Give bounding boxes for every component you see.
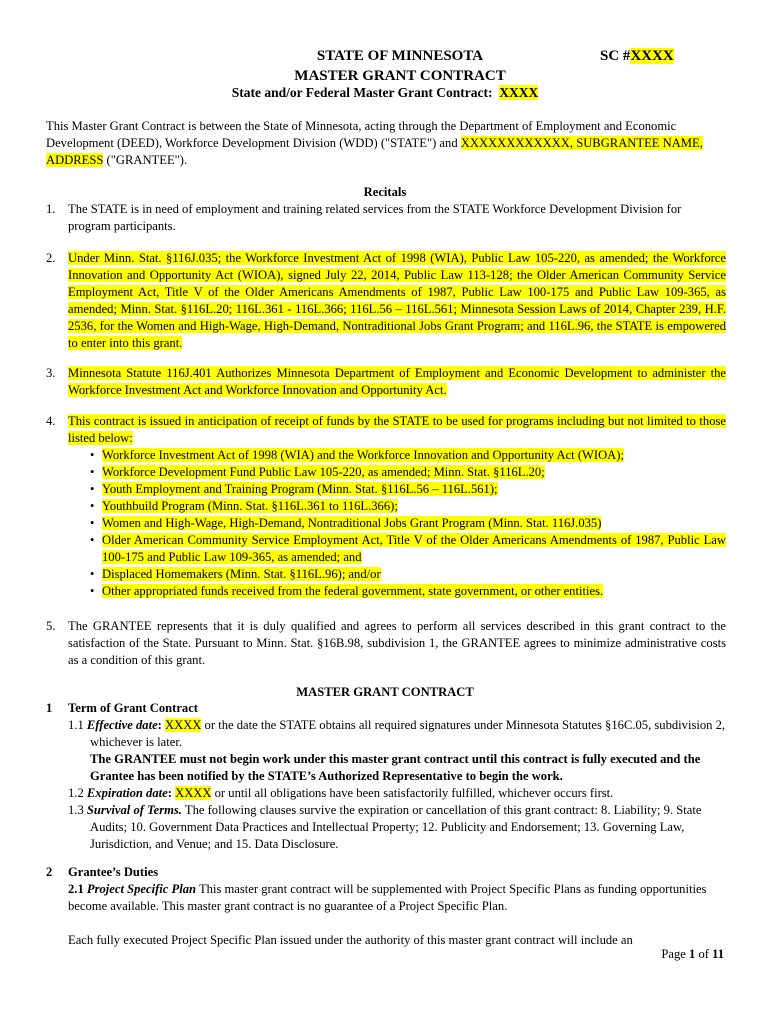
recital-number: 4. [46,414,56,428]
subtitle-value: XXXX [499,85,539,100]
section-2 [46,864,726,949]
section-1 [46,700,726,853]
header-title-block [230,46,570,86]
list-item: • Older American Community Service Employment Act, Title V of the Older Americans Amendments of 1987, Public Law 100-175 and Public Law 109-365, as amended; and [88,532,726,566]
intro-text-end: ("GRANTEE"). [103,153,188,167]
recitals-heading: Recitals [363,185,407,199]
contract-subtitle [0,84,770,102]
intro-text: This Master Grant Contract is between the State of Minnesota, acting through the Department of Employment and Economic Development (DEED), Workforce Development Division (WDD) ("STATE") and [46,119,677,150]
recital-item-5 [46,618,726,669]
contract-section-heading: MASTER GRANT CONTRACT [296,685,474,699]
expiration-date-value: XXXX [175,786,212,800]
effective-date-value: XXXX [165,718,202,732]
start-work-notice: The GRANTEE must not begin work under this master grant contract until this contract is fully executed and the Grantee has been notified by the STATE’s Authorized Representative to begin the work. [90,752,701,783]
recital-number: 5. [46,619,56,633]
list-item: • Youth Employment and Training Program (Minn. Stat. §116L.56 – 116L.561); [88,481,726,498]
recital-number: 1. [46,202,56,216]
recital-text: This contract is issued in anticipation of receipt of funds by the STATE to be used for programs including but not limited to those listed below: [68,414,726,445]
list-item: • Displaced Homemakers (Minn. Stat. §116L.96); and/or [88,566,726,583]
list-item: • Women and High-Wage, High-Demand, Nontraditional Jobs Grant Program (Minn. Stat. 116J.035) [88,515,726,532]
list-item: • Youthbuild Program (Minn. Stat. §116L.361 to 116L.366); [88,498,726,515]
program-list [88,447,726,600]
recital-item-4 [46,413,726,600]
section-2-title: 2 Grantee’s Duties [46,865,159,879]
recital-text: Minnesota Statute 116J.401 Authorizes Minnesota Department of Employment and Economic Development to administer the Workforce Investment Act and Workforce Innovation and Opportunity Act. [68,366,726,397]
recital-text: Under Minn. Stat. §116J.035; the Workforce Investment Act of 1998 (WIA), Public Law 105-220, as amended; the Workforce Innovation and Opportunity Act (WIOA), signed July 22, 2014, Public Law 113-128; the Older American Community Service Employment Act, Title V of the Older Americans Amendments of 1987, Public Law 100-175 and Public Law 109-365, as amended; Minn. Stat. §116L.20; 116L.361 - 116L.366; 116L.56 – 116L.561; Minnesota Session Laws of 2014, Chapter 239, H.F. 2536, for the Women and High-Wage, High-Demand, Nontraditional Jobs Grant Program; and 116L.96, the STATE is empowered to enter into this grant. [68,251,726,350]
recital-item-1 [46,201,726,235]
clause-2-1: 2.1 Project Specific Plan This master grant contract will be supplemented with Project Specific Plans as funding opportunities become available. This master grant contract is no guarantee of a Project Specific Plan. [68,882,707,913]
page-number: Page 1 of 11 [661,947,724,961]
sc-prefix: SC # [600,48,631,64]
section-1-title: 1 Term of Grant Contract [46,701,198,715]
recital-number: 2. [46,251,56,265]
sc-number-value: XXXX [630,48,674,64]
list-item: • Workforce Development Fund Public Law 105-220, as amended; Minn. Stat. §116L.20; [88,464,726,481]
intro-paragraph [46,118,726,169]
contract-title: MASTER GRANT CONTRACT [294,68,506,84]
clause-1-1: 1.1 Effective date: XXXX or the date the STATE obtains all required signatures under Minnesota Statutes §16C.05, subdivision 2, whichever is later. The GRANTEE must not begin work under this master grant contract until this contract is fully executed and the Grantee has been notified by the STATE’s Authorized Representative to begin the work. [68,718,726,783]
list-item: • Workforce Investment Act of 1998 (WIA) and the Workforce Innovation and Opportunity Act (WIOA); [88,447,726,464]
list-item: • Other appropriated funds received from the federal government, state government, or other entities. [88,583,726,600]
sc-number-label [600,46,674,66]
subtitle-prefix: State and/or Federal Master Grant Contract: [231,85,493,100]
clause-1-3: 1.3 Survival of Terms. The following clauses survive the expiration or cancellation of this grant contract: 8. Liability; 9. State Audits; 10. Government Data Practices and Intellectual Property; 12. Publicity and Endorsement; 13. Governing Law, Jurisdiction, and Venue; and 15. Data Disclosure. [68,803,702,851]
clause-2-para: Each fully executed Project Specific Plan issued under the authority of this master grant contract will include an [68,933,633,947]
state-name: STATE OF MINNESOTA [316,48,484,64]
grantee-placeholder: XXXXXXXXXXXX, SUBGRANTEE NAME, ADDRESS [46,136,703,167]
clause-1-2: 1.2 Expiration date: XXXX or until all obligations have been satisfactorily fulfilled, whichever occurs first. [68,786,614,800]
recital-item-2 [46,250,726,352]
recital-number: 3. [46,366,56,380]
recital-text: The STATE is in need of employment and training related services from the STATE Workforce Development Division for program participants. [68,202,682,233]
recital-item-3 [46,365,726,399]
recital-text: The GRANTEE represents that it is duly qualified and agrees to perform all services described in this grant contract to the satisfaction of the State. Pursuant to Minn. Stat. §16B.98, subdivision 1, the GRANTEE agrees to minimize administrative costs as a condition of this grant. [68,619,726,667]
